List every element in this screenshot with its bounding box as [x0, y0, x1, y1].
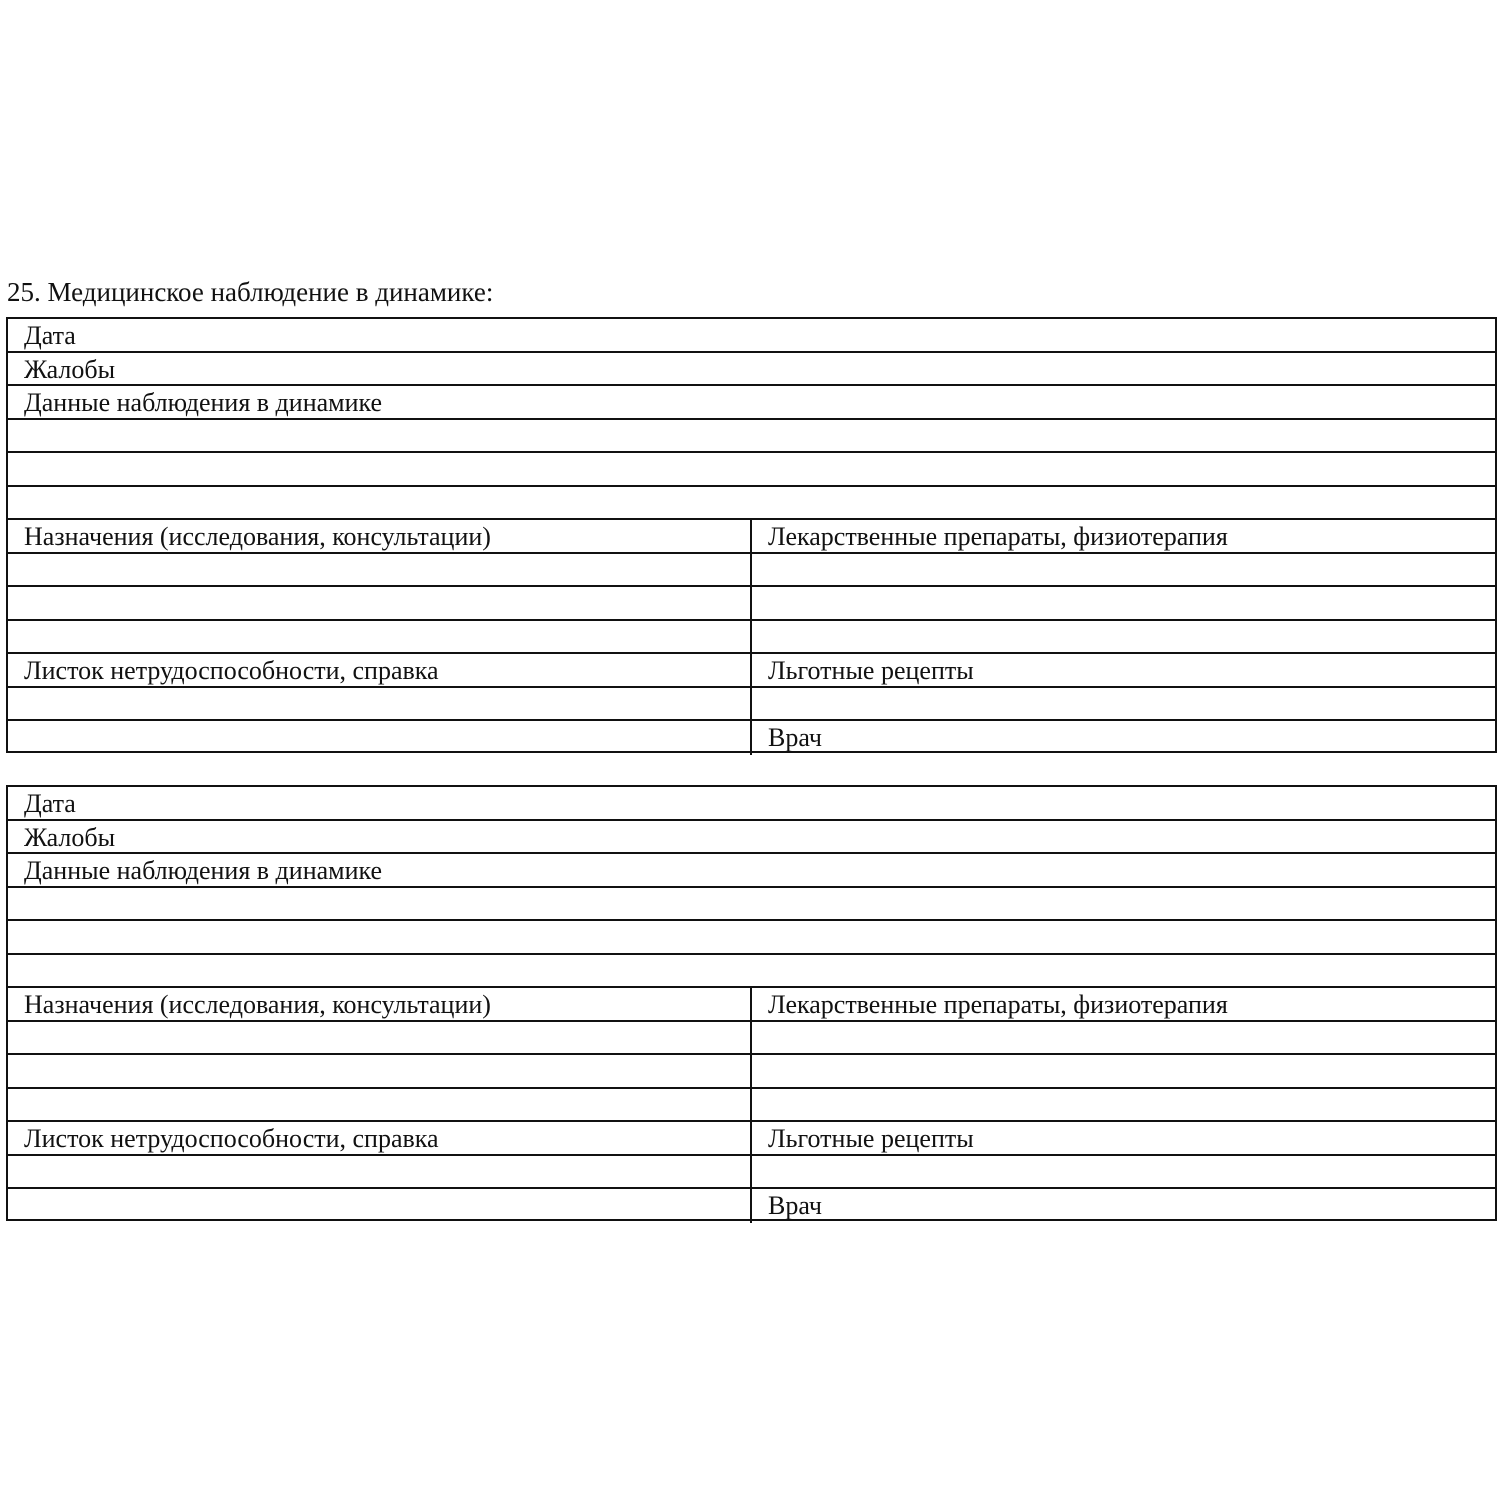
sick-leave-blank-cell[interactable]: [8, 721, 752, 755]
observation-row: [8, 386, 1495, 420]
observation-blank-line[interactable]: [8, 921, 1495, 955]
drugs-blank-cell[interactable]: [752, 1089, 1495, 1121]
appointments-drugs-blank-row: [8, 1022, 1495, 1056]
sick-leave-prescriptions-blank-row: [8, 1156, 1495, 1190]
drugs-label: Лекарственные препараты, физиотерапия: [768, 522, 1228, 551]
doctor-label: Врач: [768, 723, 822, 752]
sick-leave-blank-cell[interactable]: [8, 688, 752, 720]
date-row: [8, 787, 1495, 821]
prescriptions-label: Льготные рецепты: [768, 1124, 974, 1153]
observation-blank-line[interactable]: [8, 888, 1495, 922]
doctor-label: Врач: [768, 1191, 822, 1220]
observation-row: [8, 854, 1495, 888]
drugs-blank-cell[interactable]: [752, 554, 1495, 586]
drugs-blank-cell[interactable]: [752, 1022, 1495, 1054]
appointments-drugs-blank-row: [8, 587, 1495, 621]
doctor-row: [8, 721, 1495, 755]
appointments-drugs-blank-row: [8, 1089, 1495, 1123]
drugs-blank-cell[interactable]: [752, 587, 1495, 619]
complaints-label: Жалобы: [24, 822, 116, 852]
drugs-blank-cell[interactable]: [752, 1055, 1495, 1087]
date-label: Дата: [24, 789, 76, 818]
complaints-label: Жалобы: [24, 354, 116, 384]
prescriptions-blank-cell[interactable]: [752, 1156, 1495, 1188]
observation-blank-line[interactable]: [8, 453, 1495, 487]
observation-label: Данные наблюдения в динамике: [24, 388, 383, 417]
complaints-row: [8, 821, 1495, 855]
date-row: [8, 319, 1495, 353]
prescriptions-label: Льготные рецепты: [768, 656, 974, 685]
appointments-label: Назначения (исследования, консультации): [8, 988, 752, 1020]
observation-form-1: [6, 317, 1497, 753]
complaints-row: [8, 353, 1495, 387]
drugs-blank-cell[interactable]: [752, 621, 1495, 653]
sick-leave-blank-cell[interactable]: [8, 1189, 752, 1223]
section-title: 25. Медицинское наблюдение в динамике:: [7, 277, 494, 307]
observation-blank-line[interactable]: [8, 420, 1495, 454]
date-label: Дата: [24, 321, 76, 350]
sick-leave-blank-cell[interactable]: [8, 1156, 752, 1188]
observation-blank-line[interactable]: [8, 955, 1495, 989]
appointments-blank-cell[interactable]: [8, 621, 752, 653]
appointments-blank-cell[interactable]: [8, 1055, 752, 1087]
appointments-blank-cell[interactable]: [8, 587, 752, 619]
sick-leave-label: Листок нетрудоспособности, справка: [8, 654, 752, 686]
appointments-label: Назначения (исследования, консультации): [8, 520, 752, 552]
doctor-row: [8, 1189, 1495, 1223]
appointments-drugs-header-row: [8, 988, 1495, 1022]
appointments-blank-cell[interactable]: [8, 1089, 752, 1121]
sick-leave-prescriptions-blank-row: [8, 688, 1495, 722]
prescriptions-blank-cell[interactable]: [752, 688, 1495, 720]
drugs-label: Лекарственные препараты, физиотерапия: [768, 990, 1228, 1019]
observation-blank-line[interactable]: [8, 487, 1495, 521]
sick-leave-label: Листок нетрудоспособности, справка: [8, 1122, 752, 1154]
observation-label: Данные наблюдения в динамике: [24, 856, 383, 885]
appointments-drugs-blank-row: [8, 621, 1495, 655]
sick-leave-prescriptions-header-row: [8, 1122, 1495, 1156]
sick-leave-prescriptions-header-row: [8, 654, 1495, 688]
appointments-drugs-header-row: [8, 520, 1495, 554]
appointments-blank-cell[interactable]: [8, 1022, 752, 1054]
observation-form-2: [6, 785, 1497, 1221]
appointments-blank-cell[interactable]: [8, 554, 752, 586]
appointments-drugs-blank-row: [8, 1055, 1495, 1089]
appointments-drugs-blank-row: [8, 554, 1495, 588]
